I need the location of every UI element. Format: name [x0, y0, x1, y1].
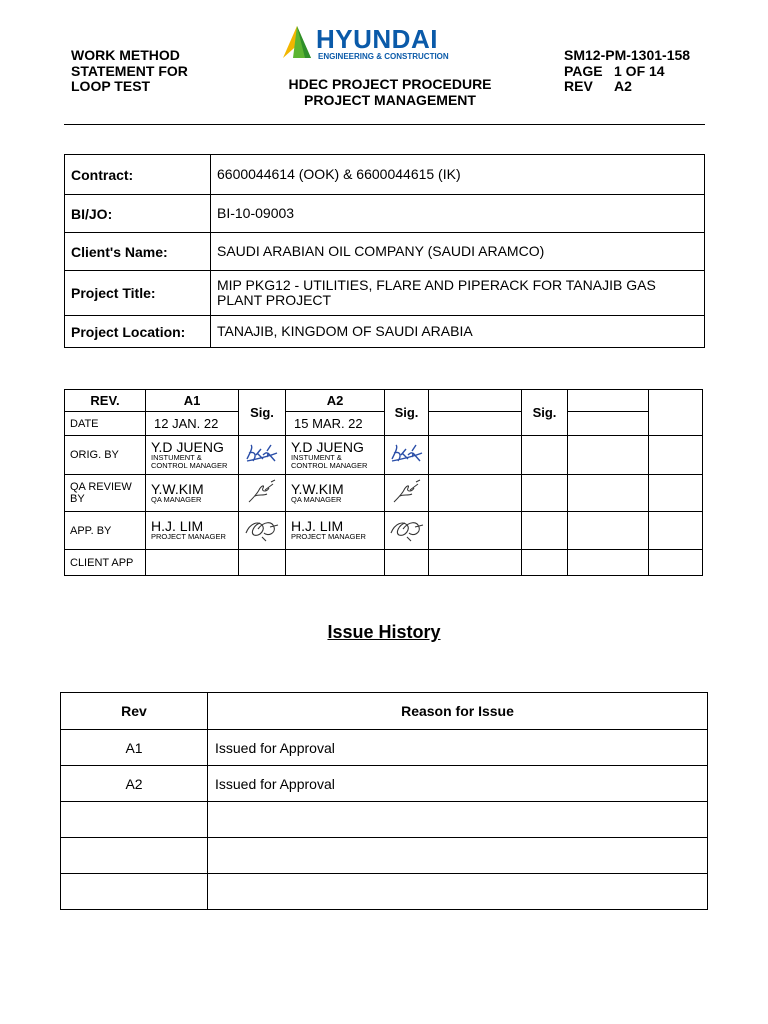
table-row [65, 233, 705, 271]
reason-column-header: Reason for Issue [208, 693, 708, 730]
issue-rev: A2 [61, 766, 208, 802]
sig-header: Sig. [239, 390, 286, 436]
qa-cell [286, 475, 385, 512]
empty-cell [522, 550, 568, 576]
empty-cell [429, 412, 522, 436]
qa-name: Y.W.KIM [291, 480, 344, 497]
orig-by-label: ORIG. BY [65, 436, 146, 475]
table-row [65, 512, 703, 550]
project-location-label: Project Location: [65, 316, 211, 348]
empty-cell [649, 512, 703, 550]
rev-a1-date: 12 JAN. 22 [146, 412, 239, 436]
rev-column-header: Rev [61, 693, 208, 730]
table-row [65, 436, 703, 475]
empty-cell [568, 550, 649, 576]
empty-cell [568, 512, 649, 550]
table-row [61, 838, 708, 874]
empty-cell [568, 475, 649, 512]
project-title-value: MIP PKG12 - UTILITIES, FLARE AND PIPERACK FOR TANAJIB GAS PLANT PROJECT [211, 271, 705, 316]
empty-cell [385, 550, 429, 576]
table-header-row [61, 693, 708, 730]
rev-value: A2 [614, 78, 632, 94]
procedure-title [250, 76, 530, 108]
issue-reason [208, 874, 708, 910]
table-row [65, 475, 703, 512]
qa-name: Y.W.KIM [151, 480, 204, 497]
issue-reason: Issued for Approval [208, 766, 708, 802]
rev-label: REV [564, 78, 593, 94]
empty-cell [286, 550, 385, 576]
signature-cell [385, 436, 429, 475]
orig-name: Y.D JUENG [151, 438, 224, 455]
orig-title: CONTROL MANAGER [291, 461, 368, 470]
project-title-label: Project Title: [65, 271, 211, 316]
empty-cell [429, 436, 522, 475]
sig-header: Sig. [385, 390, 429, 436]
orig-cell [286, 436, 385, 475]
qa-title: QA MANAGER [291, 494, 342, 504]
orig-title: CONTROL MANAGER [151, 461, 228, 470]
orig-name: Y.D JUENG [291, 438, 364, 455]
signature-icon [242, 515, 282, 543]
signature-cell [239, 436, 286, 475]
hyundai-logo [283, 24, 488, 64]
client-app-label: CLIENT APP [65, 550, 146, 576]
qa-review-label: QA REVIEW BY [65, 475, 146, 512]
bijo-label: BI/JO: [65, 195, 211, 233]
app-cell [146, 512, 239, 550]
contract-value: 6600044614 (OOK) & 6600044615 (IK) [211, 155, 705, 195]
issue-history-title: Issue History [327, 622, 441, 642]
project-location-value: TANAJIB, KINGDOM OF SAUDI ARABIA [211, 316, 705, 348]
empty-cell [568, 412, 649, 436]
app-title: PROJECT MANAGER [291, 532, 366, 542]
logo-subtitle: ENGINEERING & CONSTRUCTION [318, 52, 449, 61]
table-row [65, 550, 703, 576]
document-title-line: WORK METHOD [71, 47, 180, 63]
rev-a2-date: 15 MAR. 22 [286, 412, 385, 436]
signature-icon [387, 515, 427, 543]
signature-icon [243, 441, 281, 467]
procedure-title-line: HDEC PROJECT PROCEDURE [288, 76, 492, 92]
document-title-block [71, 48, 188, 95]
qa-cell [146, 475, 239, 512]
issue-rev: A1 [61, 730, 208, 766]
table-row [65, 316, 705, 348]
document-number: SM12-PM-1301-158 [564, 47, 691, 63]
app-cell [286, 512, 385, 550]
rev-header: REV. [65, 390, 146, 412]
table-row [65, 195, 705, 233]
contract-label: Contract: [65, 155, 211, 195]
empty-cell [649, 550, 703, 576]
table-row [61, 766, 708, 802]
issue-reason [208, 838, 708, 874]
table-row [65, 390, 703, 412]
empty-cell [429, 475, 522, 512]
orig-title: INSTUMENT & [151, 452, 202, 462]
signature-cell [239, 475, 286, 512]
table-row [61, 802, 708, 838]
bijo-value: BI-10-09003 [211, 195, 705, 233]
header-divider [64, 124, 705, 125]
issue-rev [61, 802, 208, 838]
empty-cell [522, 512, 568, 550]
rev-a1-header: A1 [146, 390, 239, 412]
empty-cell [239, 550, 286, 576]
issue-rev [61, 838, 208, 874]
empty-cell [568, 436, 649, 475]
date-label: DATE [65, 412, 146, 436]
empty-cell [649, 475, 703, 512]
app-name: H.J. LIM [291, 518, 344, 535]
empty-cell [429, 390, 522, 412]
qa-title: QA MANAGER [151, 494, 202, 504]
table-row [61, 730, 708, 766]
issue-rev [61, 874, 208, 910]
contract-info-table [64, 154, 705, 348]
issue-history-table [60, 692, 708, 910]
empty-cell [429, 550, 522, 576]
signature-icon [388, 478, 426, 506]
sig-header: Sig. [522, 390, 568, 436]
document-control-block [564, 48, 690, 95]
client-name-value: SAUDI ARABIAN OIL COMPANY (SAUDI ARAMCO) [211, 233, 705, 271]
table-row [65, 271, 705, 316]
empty-cell [429, 512, 522, 550]
revision-table [64, 389, 703, 576]
signature-cell [385, 475, 429, 512]
empty-cell [568, 390, 649, 412]
empty-cell [146, 550, 239, 576]
orig-cell [146, 436, 239, 475]
client-name-label: Client's Name: [65, 233, 211, 271]
signature-icon [388, 441, 426, 467]
app-by-label: APP. BY [65, 512, 146, 550]
empty-cell [522, 436, 568, 475]
logo-wordmark: HYUNDAI [316, 24, 438, 54]
procedure-title-line: PROJECT MANAGEMENT [304, 92, 476, 108]
table-row [65, 155, 705, 195]
app-name: H.J. LIM [151, 518, 204, 535]
document-title-line: STATEMENT FOR [71, 62, 188, 79]
issue-reason [208, 802, 708, 838]
app-title: PROJECT MANAGER [151, 532, 226, 542]
signature-cell [239, 512, 286, 550]
table-row [65, 412, 703, 436]
orig-title: INSTUMENT & [291, 452, 342, 462]
empty-cell [522, 475, 568, 512]
issue-reason: Issued for Approval [208, 730, 708, 766]
page-value: 1 OF 14 [614, 62, 665, 79]
empty-cell [649, 390, 703, 436]
signature-cell [385, 512, 429, 550]
page-label: PAGE [564, 62, 603, 79]
empty-cell [649, 436, 703, 475]
document-title-line: LOOP TEST [71, 78, 151, 94]
table-row [61, 874, 708, 910]
rev-a2-header: A2 [286, 390, 385, 412]
signature-icon [243, 478, 281, 506]
